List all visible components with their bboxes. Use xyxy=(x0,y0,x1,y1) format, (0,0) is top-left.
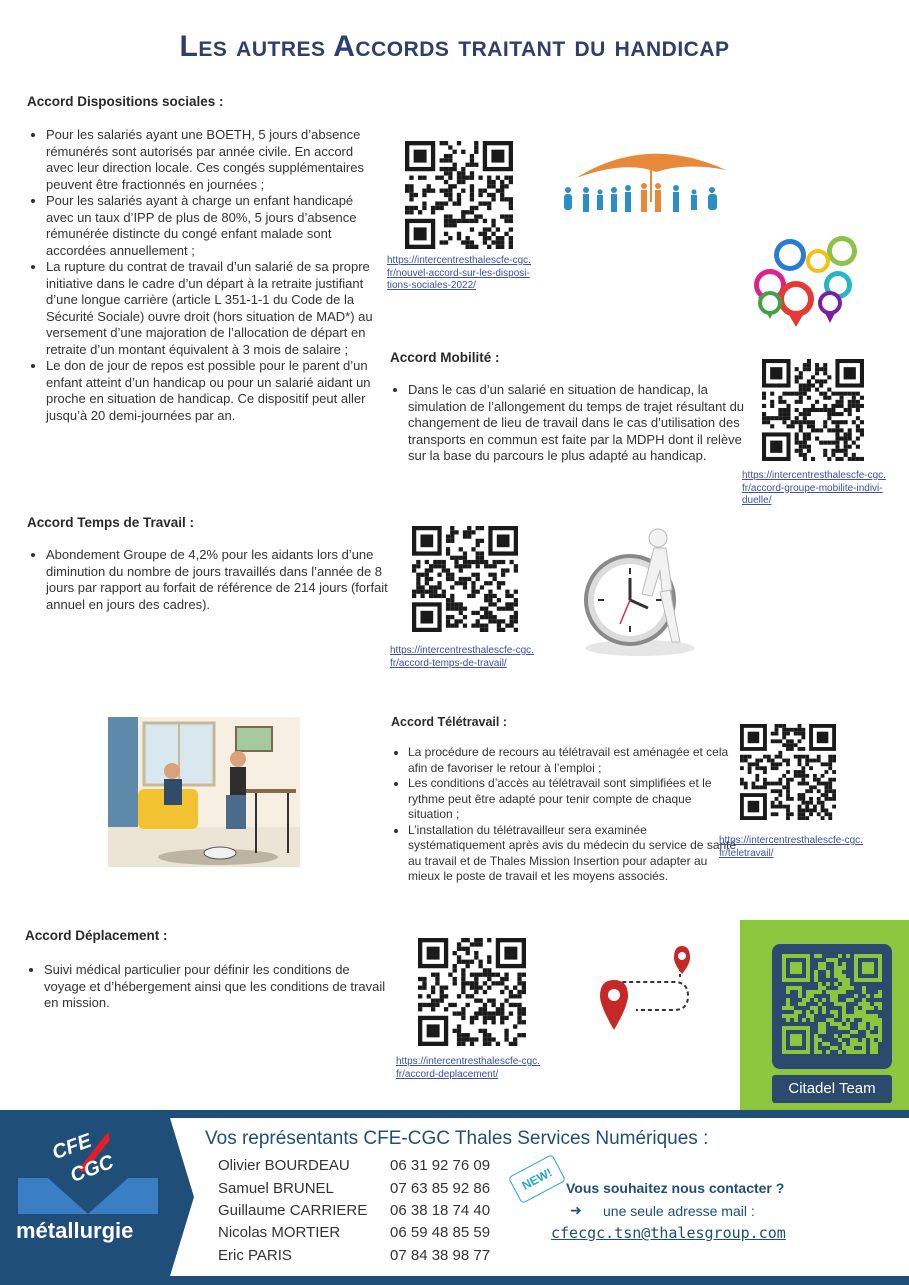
dispositions-heading: Accord Dispositions sociales : xyxy=(27,94,224,109)
mobility-pins-illustration xyxy=(750,233,862,333)
qr-code-citadel[interactable] xyxy=(782,954,882,1054)
rep-name: Guillaume CARRIERE xyxy=(218,1202,368,1219)
logo-metallurgie-text: métallurgie xyxy=(16,1218,134,1243)
citadel-label: Citadel Team xyxy=(772,1075,892,1103)
temps-heading: Accord Temps de Travail : xyxy=(27,515,195,530)
list-item: • Pour les salariés ayant une BOETH, 5 jours d’absence rémunérés sont autorisés par année civile. En accord avec leur direction locale. Ces congés supplémentaires peuvent être fractionnés en journées ; xyxy=(46,127,376,193)
teletravail-heading: Accord Télétravail : xyxy=(391,715,508,729)
deplacement-link[interactable]: https://intercentresthalescfe-cgc. fr/accord-deplacement/ xyxy=(396,1056,540,1080)
mobilite-heading: Accord Mobilité : xyxy=(390,350,500,365)
rep-phone[interactable]: 07 63 85 92 86 xyxy=(390,1180,491,1197)
temps-bullets xyxy=(26,547,391,613)
contact-email-link[interactable]: cfecgc.tsn@thalesgroup.com xyxy=(551,1224,786,1242)
page-title: Les autres Accords traitant du handicap xyxy=(179,30,730,63)
qr-code-mobilite[interactable] xyxy=(762,359,864,461)
rep-phone[interactable]: 07 84 38 98 77 xyxy=(390,1247,491,1264)
mobilite-bullets xyxy=(388,382,753,465)
footer-title: Vos représentants CFE-CGC Thales Services Numériques : xyxy=(205,1128,709,1149)
route-pins-illustration xyxy=(596,944,696,1036)
rep-phone[interactable]: 06 38 18 74 40 xyxy=(390,1202,491,1219)
list-item: • La rupture du contrat de travail d’un salarié de sa propre initiative dans le cadre d’un départ à la retraite justifiant d’une longue carrière (article L 351-1-1 du Code de la Sécurité Sociale) ouvre droit (hors situation de MAD*) au versement d’une majoration de l’allocation de départ en retraite d’un montant équivalent à 3 mois de salaire ; xyxy=(46,259,376,358)
list-item: • Dans le cas d’un salarié en situation de handicap, la simulation de l’allongement du temps de trajet résultant du changement de lieu de travail dans le cas d’utilisation des transports en commun est faite par la MDPH dont il relève sur la base du parcours le plus adapté au handicap. xyxy=(408,382,753,465)
temps-link[interactable]: https://intercentresthalescfe-cgc. fr/accord-temps-de-travail/ xyxy=(390,645,534,669)
dispositions-bullets xyxy=(26,127,376,424)
deplacement-bullets xyxy=(24,962,394,1012)
teletravail-bullets xyxy=(388,745,738,885)
dispositions-link[interactable]: https://intercentresthalescfe-cgc. fr/nouvel-accord-sur-les-disposi- tions-sociales-2022/ xyxy=(387,255,531,291)
rep-name: Eric PARIS xyxy=(218,1247,292,1264)
rep-name: Olivier BOURDEAU xyxy=(218,1157,350,1174)
rep-phone[interactable]: 06 31 92 76 09 xyxy=(390,1157,491,1174)
list-item: • Pour les salariés ayant à charge un enfant handicapé avec un taux d’IPP de plus de 80%, 5 jours d’absence rémunérée distincte du congé enfant malade sont accordées annuellement ; xyxy=(46,193,376,259)
list-item: • La procédure de recours au télétravail est aménagée et cela afin de favoriser le retour à l’emploi ; xyxy=(408,745,738,776)
logo-cgc-text: CGC xyxy=(67,1151,117,1187)
new-badge: NEW! xyxy=(508,1154,566,1204)
qr-code-deplacement[interactable] xyxy=(418,938,526,1046)
rep-name: Nicolas MORTIER xyxy=(218,1224,341,1241)
qr-code-teletravail[interactable] xyxy=(740,724,836,820)
umbrella-people-illustration xyxy=(556,140,734,218)
teletravail-illustration xyxy=(108,717,300,867)
qr-code-temps[interactable] xyxy=(412,526,518,632)
list-item: • Le don de jour de repos est possible pour le parent d’un enfant atteint d’un handicap ou pour un salarié aidant un proche en situation de handicap. Ce dispositif peut aller jusqu’à 20 demi-journées par an. xyxy=(46,358,376,424)
clock-figure-illustration xyxy=(580,520,710,658)
mobilite-link[interactable]: https://intercentresthalescfe-cgc. fr/accord-groupe-mobilite-indivi- duelle/ xyxy=(742,470,886,506)
list-item: • Suivi médical particulier pour définir les conditions de voyage et d’hébergement ainsi que les conditions de travail en mission. xyxy=(44,962,394,1012)
logo-cfe-text: CFE xyxy=(49,1129,95,1165)
arrow-right-icon: ➜ xyxy=(570,1202,582,1218)
list-item: • L’installation du télétravailleur sera examinée systématiquement après avis du médecin du service de santé au travail et de Thales Mission Insertion pour adapter au mieux le poste de travail et les moyens associés. xyxy=(408,823,738,885)
contact-question: Vous souhaitez nous contacter ? xyxy=(566,1180,785,1196)
cfe-cgc-logo xyxy=(18,1130,158,1250)
qr-code-dispositions[interactable] xyxy=(405,141,513,249)
deplacement-heading: Accord Déplacement : xyxy=(25,928,168,943)
contact-answer: une seule adresse mail : xyxy=(603,1203,755,1219)
rep-name: Samuel BRUNEL xyxy=(218,1180,334,1197)
list-item: • Abondement Groupe de 4,2% pour les aidants lors d’une diminution du nombre de jours travaillés dans l’année de 8 jours par rapport au forfait de référence de 214 jours (forfait annuel en jours des cadres). xyxy=(46,547,391,613)
teletravail-link[interactable]: https://intercentresthalescfe-cgc. fr/teletravail/ xyxy=(719,835,863,859)
list-item: • Les conditions d’accès au télétravail sont simplifiées et le rythme peut être adapté pour tenir compte de chaque situation ; xyxy=(408,776,738,823)
rep-phone[interactable]: 06 59 48 85 59 xyxy=(390,1224,491,1241)
